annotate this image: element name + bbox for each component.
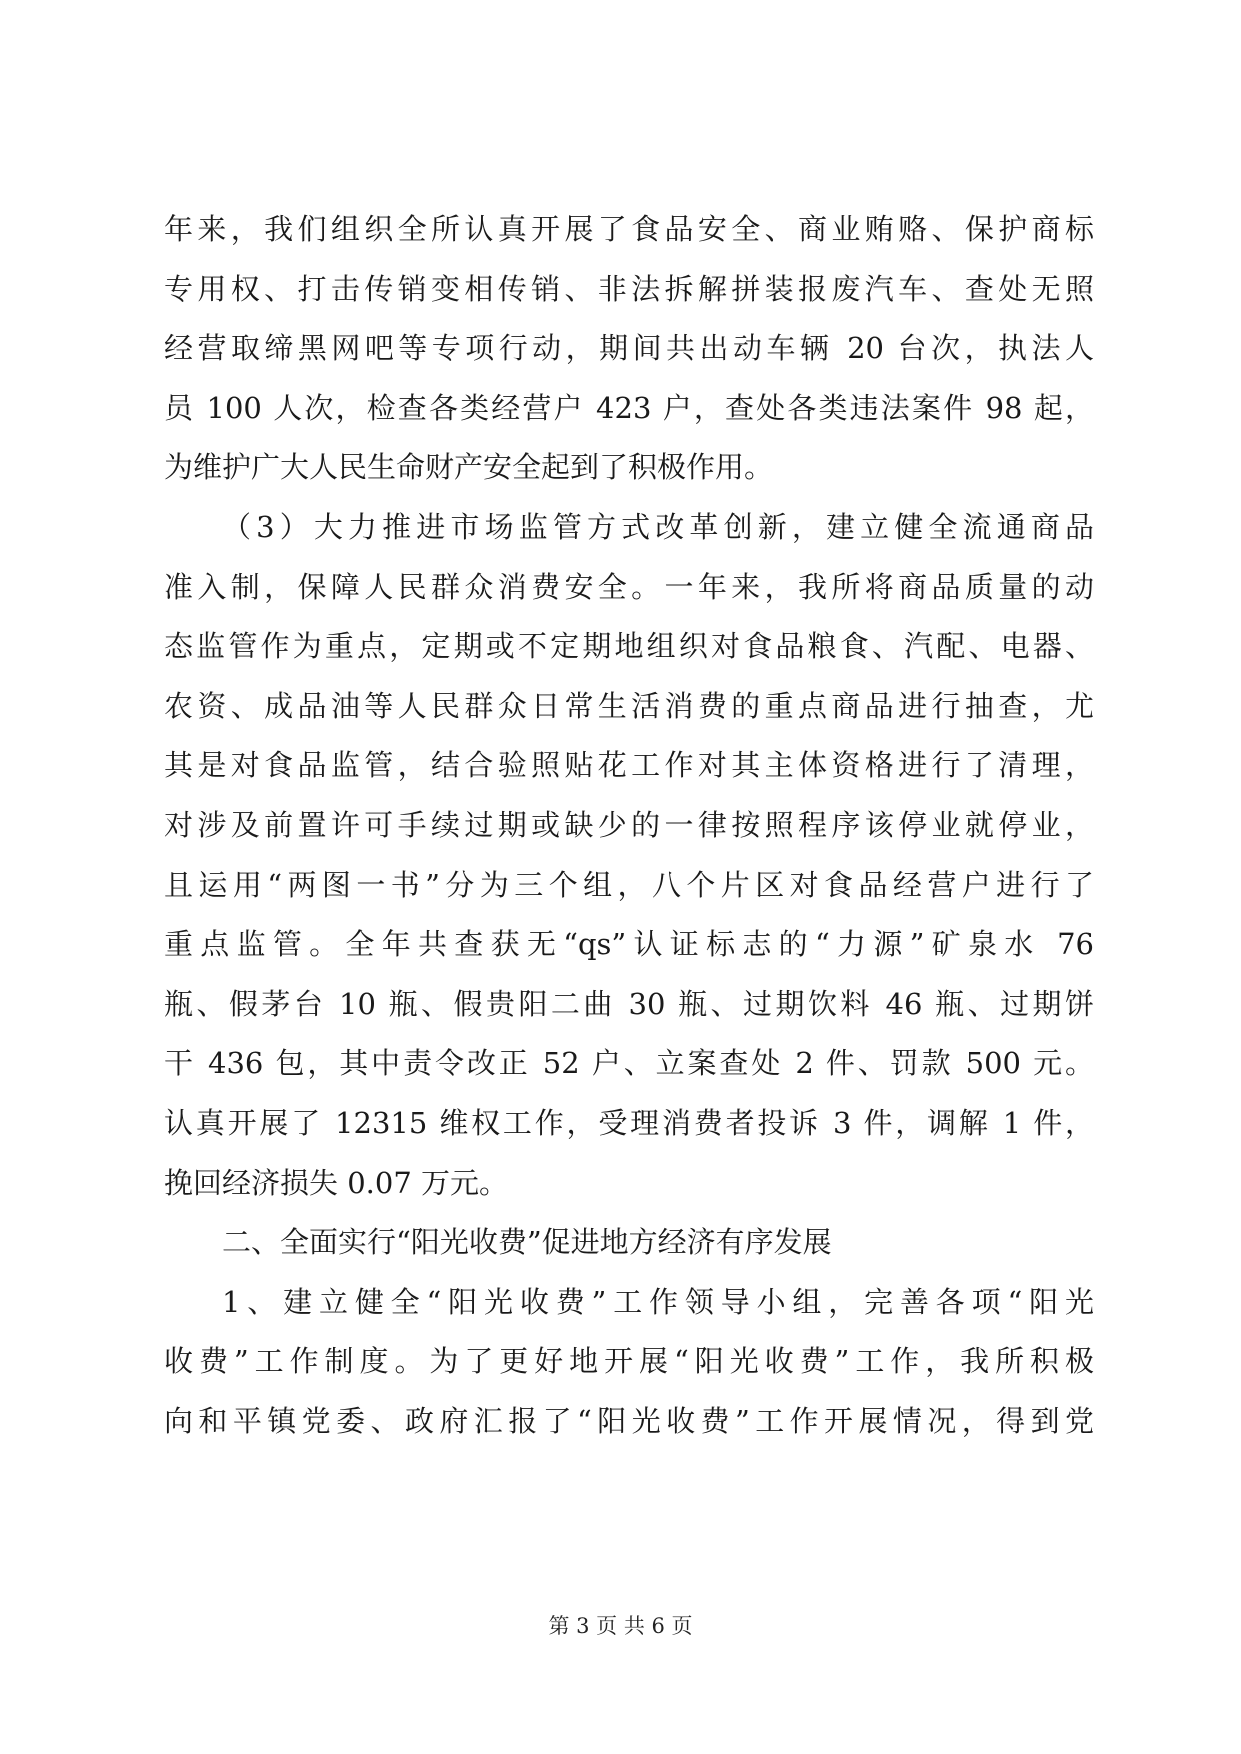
text-line: 年来，我们组织全所认真开展了食品安全、商业贿赂、保护商标 (164, 212, 1094, 246)
text-line: 准入制，保障人民群众消费安全。一年来，我所将商品质量的动 (164, 569, 1094, 604)
text-line: 收费”工作制度。为了更好地开展“阳光收费”工作，我所积极 (164, 1344, 1094, 1379)
document-body (164, 200, 1094, 1451)
text-line: （3）大力推进市场监管方式改革创新，建立健全流通商品 (222, 509, 1094, 544)
page-footer: 第 3 页 共 6 页 (548, 1614, 693, 1638)
text-line: 态监管作为重点，定期或不定期地组织对食品粮食、汽配、电器、 (164, 629, 1094, 664)
text-line: 认真开展了 12315 维权工作，受理消费者投诉 3 件，调解 1 件， (164, 1105, 1094, 1140)
text-line: 向和平镇党委、政府汇报了“阳光收费”工作开展情况，得到党 (164, 1403, 1094, 1438)
text-line: 其是对食品监管，结合验照贴花工作对其主体资格进行了清理， (164, 748, 1094, 783)
section-heading: 二、全面实行“阳光收费”促进地方经济有序发展 (222, 1225, 832, 1260)
text-line: 干 436 包，其中责令改正 52 户、立案查处 2 件、罚款 500 元。 (164, 1046, 1094, 1081)
text-line: 挽回经济损失 0.07 万元。 (164, 1165, 509, 1200)
text-line: 对涉及前置许可手续过期或缺少的一律按照程序该停业就停业， (164, 807, 1094, 842)
text-line: 农资、成品油等人民群众日常生活消费的重点商品进行抽查，尤 (164, 688, 1094, 723)
text-line: 经营取缔黑网吧等专项行动，期间共出动车辆 20 台次，执法人 (164, 331, 1094, 366)
text-line: 为维护广大人民生命财产安全起到了积极作用。 (164, 450, 774, 485)
text-line: 1、建立健全“阳光收费”工作领导小组，完善各项“阳光 (222, 1284, 1094, 1319)
text-line: 专用权、打击传销变相传销、非法拆解拼装报废汽车、查处无照 (164, 271, 1094, 306)
text-line: 且运用“两图一书”分为三个组，八个片区对食品经营户进行了 (164, 867, 1094, 902)
text-line: 瓶、假茅台 10 瓶、假贵阳二曲 30 瓶、过期饮料 46 瓶、过期饼 (164, 986, 1094, 1021)
text-line: 重点监管。全年共查获无“qs”认证标志的“力源”矿泉水 76 (164, 927, 1094, 962)
text-line: 员 100 人次，检查各类经营户 423 户，查处各类违法案件 98 起， (164, 390, 1094, 425)
